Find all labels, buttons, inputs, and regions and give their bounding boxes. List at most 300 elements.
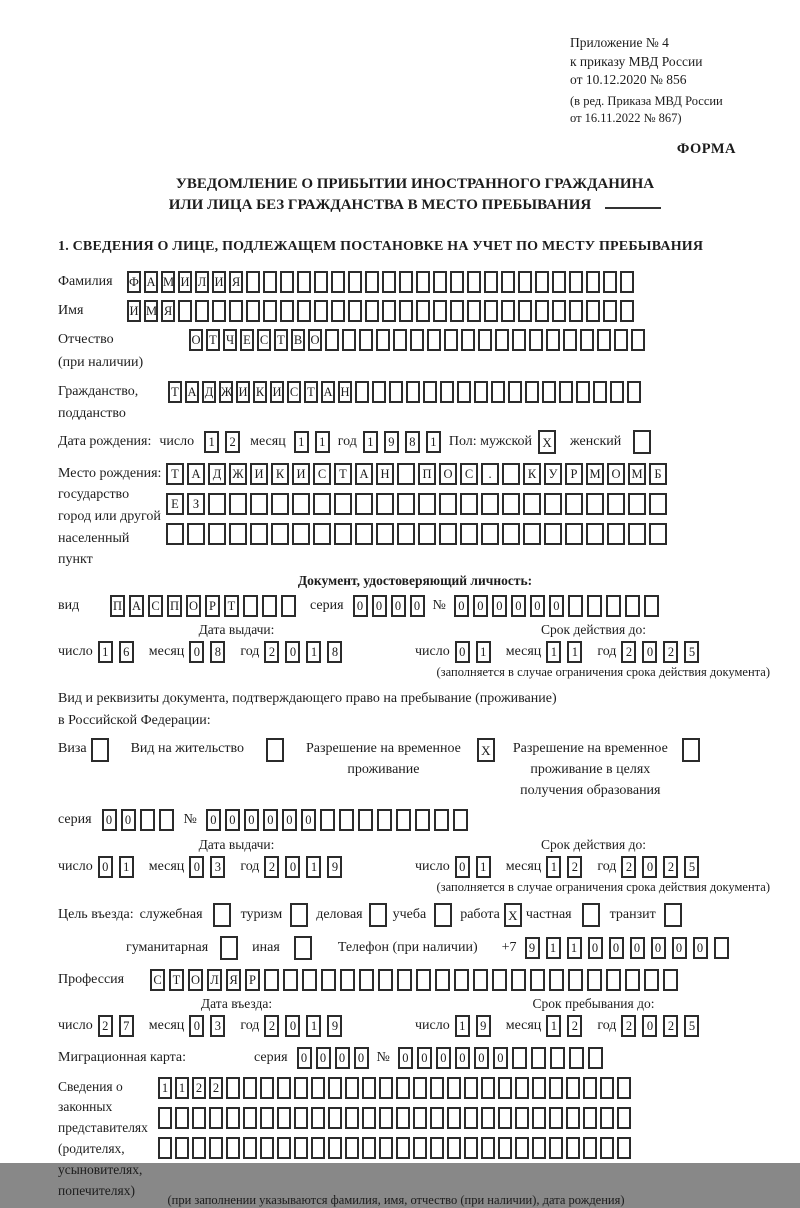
char-cell[interactable] <box>620 300 634 322</box>
char-cell[interactable]: 0 <box>511 595 526 617</box>
char-cell[interactable] <box>473 969 488 991</box>
char-cell[interactable] <box>355 493 373 515</box>
char-cell[interactable] <box>397 523 415 545</box>
char-cell[interactable]: Е <box>240 329 254 351</box>
char-cell[interactable] <box>552 300 566 322</box>
char-cell[interactable] <box>175 1137 189 1159</box>
char-cell[interactable] <box>229 300 243 322</box>
char-cell[interactable] <box>302 969 317 991</box>
char-cell[interactable] <box>565 493 583 515</box>
char-cell[interactable] <box>460 523 478 545</box>
char-cell[interactable]: И <box>212 271 226 293</box>
char-cell[interactable] <box>226 1077 240 1099</box>
char-cell[interactable] <box>331 271 345 293</box>
temp-residence-edu-checkbox[interactable] <box>682 738 700 762</box>
char-cell[interactable] <box>379 1077 393 1099</box>
permit-valid-month[interactable] <box>546 856 588 878</box>
char-cell[interactable] <box>396 1077 410 1099</box>
char-cell[interactable] <box>281 595 296 617</box>
char-cell[interactable]: П <box>110 595 125 617</box>
char-cell[interactable]: 1 <box>306 856 321 878</box>
char-cell[interactable] <box>600 1077 614 1099</box>
char-cell[interactable] <box>617 1077 631 1099</box>
char-cell[interactable]: 0 <box>189 641 204 663</box>
char-cell[interactable] <box>587 595 602 617</box>
representatives-cells-3[interactable] <box>158 1137 634 1159</box>
birthplace-cells-3[interactable] <box>166 523 670 545</box>
char-cell[interactable] <box>552 271 566 293</box>
char-cell[interactable] <box>413 1077 427 1099</box>
char-cell[interactable] <box>325 329 339 351</box>
char-cell[interactable] <box>569 300 583 322</box>
char-cell[interactable] <box>532 1077 546 1099</box>
char-cell[interactable] <box>663 969 678 991</box>
char-cell[interactable] <box>399 271 413 293</box>
char-cell[interactable]: 0 <box>588 937 603 959</box>
char-cell[interactable]: Р <box>245 969 260 991</box>
char-cell[interactable]: 0 <box>530 595 545 617</box>
char-cell[interactable] <box>260 1107 274 1129</box>
char-cell[interactable] <box>610 381 624 403</box>
char-cell[interactable] <box>311 1077 325 1099</box>
char-cell[interactable] <box>406 381 420 403</box>
purpose-humanitarian-checkbox[interactable] <box>220 936 238 960</box>
char-cell[interactable] <box>607 493 625 515</box>
char-cell[interactable] <box>260 1137 274 1159</box>
char-cell[interactable] <box>294 1107 308 1129</box>
char-cell[interactable]: 2 <box>621 1015 636 1037</box>
char-cell[interactable] <box>192 1137 206 1159</box>
char-cell[interactable]: О <box>188 969 203 991</box>
char-cell[interactable]: К <box>523 463 541 485</box>
char-cell[interactable]: И <box>236 381 250 403</box>
char-cell[interactable] <box>531 1047 546 1069</box>
char-cell[interactable]: 1 <box>158 1077 172 1099</box>
permit-issue-day[interactable] <box>98 856 140 878</box>
char-cell[interactable]: 0 <box>493 1047 508 1069</box>
char-cell[interactable] <box>474 381 488 403</box>
char-cell[interactable] <box>563 329 577 351</box>
firstname-cells[interactable] <box>127 300 637 322</box>
char-cell[interactable] <box>416 271 430 293</box>
char-cell[interactable]: К <box>253 381 267 403</box>
char-cell[interactable] <box>628 523 646 545</box>
char-cell[interactable]: 5 <box>684 1015 699 1037</box>
char-cell[interactable] <box>481 523 499 545</box>
char-cell[interactable] <box>492 969 507 991</box>
char-cell[interactable] <box>453 809 468 831</box>
char-cell[interactable] <box>631 329 645 351</box>
char-cell[interactable] <box>175 1107 189 1129</box>
char-cell[interactable]: 2 <box>264 856 279 878</box>
char-cell[interactable]: 0 <box>455 856 470 878</box>
char-cell[interactable] <box>467 300 481 322</box>
char-cell[interactable] <box>263 300 277 322</box>
char-cell[interactable]: 0 <box>189 856 204 878</box>
char-cell[interactable] <box>447 1077 461 1099</box>
temp-residence-checkbox[interactable]: X <box>477 738 495 762</box>
passport-issue-year[interactable] <box>264 641 348 663</box>
char-cell[interactable] <box>460 493 478 515</box>
phone-cells[interactable] <box>525 937 735 959</box>
char-cell[interactable]: Д <box>208 463 226 485</box>
char-cell[interactable] <box>294 1137 308 1159</box>
char-cell[interactable]: М <box>628 463 646 485</box>
char-cell[interactable]: С <box>313 463 331 485</box>
char-cell[interactable] <box>464 1077 478 1099</box>
char-cell[interactable] <box>501 300 515 322</box>
visa-checkbox[interactable] <box>91 738 109 762</box>
char-cell[interactable]: С <box>148 595 163 617</box>
char-cell[interactable]: Т <box>224 595 239 617</box>
char-cell[interactable] <box>345 1137 359 1159</box>
passport-issue-month[interactable] <box>189 641 231 663</box>
char-cell[interactable] <box>583 1137 597 1159</box>
char-cell[interactable] <box>498 1107 512 1129</box>
char-cell[interactable] <box>464 1107 478 1129</box>
char-cell[interactable] <box>328 1077 342 1099</box>
char-cell[interactable] <box>355 523 373 545</box>
char-cell[interactable] <box>410 329 424 351</box>
char-cell[interactable] <box>495 329 509 351</box>
char-cell[interactable] <box>159 809 174 831</box>
char-cell[interactable]: 9 <box>327 1015 342 1037</box>
char-cell[interactable] <box>454 969 469 991</box>
char-cell[interactable] <box>614 329 628 351</box>
char-cell[interactable]: 0 <box>285 641 300 663</box>
residence-permit-checkbox[interactable] <box>266 738 284 762</box>
char-cell[interactable]: 0 <box>372 595 387 617</box>
char-cell[interactable] <box>246 271 260 293</box>
birthplace-cells-2[interactable] <box>166 493 670 515</box>
passport-issue-day[interactable] <box>98 641 140 663</box>
char-cell[interactable]: С <box>287 381 301 403</box>
entry-month[interactable] <box>189 1015 231 1037</box>
char-cell[interactable] <box>649 523 667 545</box>
char-cell[interactable] <box>502 523 520 545</box>
char-cell[interactable] <box>525 381 539 403</box>
char-cell[interactable]: 6 <box>119 641 134 663</box>
char-cell[interactable] <box>292 523 310 545</box>
char-cell[interactable]: А <box>129 595 144 617</box>
char-cell[interactable] <box>339 809 354 831</box>
char-cell[interactable] <box>229 523 247 545</box>
char-cell[interactable] <box>620 271 634 293</box>
char-cell[interactable]: 0 <box>417 1047 432 1069</box>
char-cell[interactable]: 1 <box>567 641 582 663</box>
char-cell[interactable]: 2 <box>567 856 582 878</box>
char-cell[interactable] <box>565 523 583 545</box>
char-cell[interactable]: 0 <box>225 809 240 831</box>
char-cell[interactable] <box>328 1107 342 1129</box>
entry-year[interactable] <box>264 1015 348 1037</box>
char-cell[interactable]: 2 <box>98 1015 113 1037</box>
char-cell[interactable] <box>376 329 390 351</box>
char-cell[interactable] <box>372 381 386 403</box>
char-cell[interactable] <box>396 1137 410 1159</box>
char-cell[interactable]: О <box>186 595 201 617</box>
char-cell[interactable] <box>512 329 526 351</box>
char-cell[interactable] <box>559 381 573 403</box>
char-cell[interactable]: 0 <box>285 856 300 878</box>
char-cell[interactable] <box>377 809 392 831</box>
char-cell[interactable] <box>549 1077 563 1099</box>
char-cell[interactable] <box>518 271 532 293</box>
char-cell[interactable] <box>418 523 436 545</box>
char-cell[interactable]: 5 <box>684 641 699 663</box>
char-cell[interactable]: С <box>257 329 271 351</box>
char-cell[interactable]: С <box>150 969 165 991</box>
char-cell[interactable]: 0 <box>672 937 687 959</box>
char-cell[interactable] <box>365 300 379 322</box>
char-cell[interactable]: П <box>167 595 182 617</box>
char-cell[interactable] <box>271 523 289 545</box>
permit-issue-year[interactable] <box>264 856 348 878</box>
char-cell[interactable]: 0 <box>301 809 316 831</box>
char-cell[interactable]: А <box>185 381 199 403</box>
representatives-cells-2[interactable] <box>158 1107 634 1129</box>
char-cell[interactable] <box>263 271 277 293</box>
char-cell[interactable] <box>243 1077 257 1099</box>
char-cell[interactable]: 0 <box>316 1047 331 1069</box>
char-cell[interactable] <box>502 493 520 515</box>
char-cell[interactable] <box>586 493 604 515</box>
char-cell[interactable] <box>358 809 373 831</box>
char-cell[interactable] <box>362 1137 376 1159</box>
char-cell[interactable]: 0 <box>492 595 507 617</box>
char-cell[interactable] <box>440 381 454 403</box>
char-cell[interactable] <box>277 1077 291 1099</box>
char-cell[interactable]: 0 <box>98 856 113 878</box>
char-cell[interactable] <box>515 1077 529 1099</box>
char-cell[interactable]: 2 <box>621 856 636 878</box>
char-cell[interactable] <box>283 969 298 991</box>
char-cell[interactable] <box>587 969 602 991</box>
char-cell[interactable] <box>544 493 562 515</box>
char-cell[interactable]: Ф <box>127 271 141 293</box>
char-cell[interactable]: 0 <box>609 937 624 959</box>
permit-valid-day[interactable] <box>455 856 497 878</box>
char-cell[interactable]: 9 <box>327 856 342 878</box>
char-cell[interactable] <box>439 493 457 515</box>
char-cell[interactable]: 8 <box>210 641 225 663</box>
char-cell[interactable] <box>617 1137 631 1159</box>
char-cell[interactable] <box>569 271 583 293</box>
doc-type-cells[interactable] <box>110 595 300 617</box>
char-cell[interactable] <box>566 1137 580 1159</box>
char-cell[interactable]: Я <box>161 300 175 322</box>
char-cell[interactable] <box>532 1107 546 1129</box>
char-cell[interactable] <box>413 1107 427 1129</box>
char-cell[interactable] <box>617 1107 631 1129</box>
char-cell[interactable]: Т <box>304 381 318 403</box>
char-cell[interactable] <box>348 300 362 322</box>
char-cell[interactable] <box>550 1047 565 1069</box>
char-cell[interactable]: 8 <box>327 641 342 663</box>
char-cell[interactable]: 1 <box>98 641 113 663</box>
char-cell[interactable] <box>365 271 379 293</box>
char-cell[interactable]: 0 <box>455 641 470 663</box>
char-cell[interactable] <box>481 493 499 515</box>
char-cell[interactable] <box>439 523 457 545</box>
char-cell[interactable] <box>397 463 415 485</box>
char-cell[interactable] <box>328 1137 342 1159</box>
char-cell[interactable]: В <box>291 329 305 351</box>
char-cell[interactable]: М <box>161 271 175 293</box>
char-cell[interactable]: О <box>308 329 322 351</box>
doc-number-cells[interactable] <box>454 595 663 617</box>
char-cell[interactable]: А <box>355 463 373 485</box>
char-cell[interactable]: 0 <box>455 1047 470 1069</box>
char-cell[interactable] <box>362 1077 376 1099</box>
char-cell[interactable]: Т <box>168 381 182 403</box>
birthplace-cells-1[interactable] <box>166 463 670 485</box>
char-cell[interactable] <box>498 1077 512 1099</box>
char-cell[interactable] <box>447 1137 461 1159</box>
char-cell[interactable]: Т <box>334 463 352 485</box>
char-cell[interactable] <box>250 493 268 515</box>
char-cell[interactable]: А <box>187 463 205 485</box>
purpose-private-checkbox[interactable] <box>582 903 600 927</box>
char-cell[interactable]: 0 <box>642 856 657 878</box>
char-cell[interactable]: 1 <box>175 1077 189 1099</box>
char-cell[interactable]: 0 <box>651 937 666 959</box>
char-cell[interactable]: 0 <box>353 595 368 617</box>
migration-number-cells[interactable] <box>398 1047 607 1069</box>
char-cell[interactable] <box>311 1137 325 1159</box>
char-cell[interactable] <box>313 523 331 545</box>
char-cell[interactable] <box>566 1107 580 1129</box>
char-cell[interactable]: Т <box>274 329 288 351</box>
char-cell[interactable] <box>209 1107 223 1129</box>
char-cell[interactable] <box>229 493 247 515</box>
char-cell[interactable] <box>502 463 520 485</box>
char-cell[interactable] <box>389 381 403 403</box>
char-cell[interactable] <box>588 1047 603 1069</box>
char-cell[interactable] <box>376 493 394 515</box>
char-cell[interactable] <box>450 271 464 293</box>
char-cell[interactable]: 8 <box>405 431 420 453</box>
char-cell[interactable]: 2 <box>225 431 240 453</box>
char-cell[interactable] <box>464 1137 478 1159</box>
char-cell[interactable] <box>430 1077 444 1099</box>
char-cell[interactable] <box>535 271 549 293</box>
char-cell[interactable] <box>393 329 407 351</box>
char-cell[interactable] <box>518 300 532 322</box>
char-cell[interactable]: 0 <box>642 1015 657 1037</box>
char-cell[interactable]: К <box>271 463 289 485</box>
char-cell[interactable]: 0 <box>297 1047 312 1069</box>
char-cell[interactable] <box>376 523 394 545</box>
char-cell[interactable] <box>178 300 192 322</box>
char-cell[interactable] <box>246 300 260 322</box>
char-cell[interactable] <box>382 300 396 322</box>
char-cell[interactable] <box>530 969 545 991</box>
char-cell[interactable] <box>544 523 562 545</box>
char-cell[interactable]: Р <box>205 595 220 617</box>
char-cell[interactable]: Я <box>226 969 241 991</box>
char-cell[interactable] <box>243 595 258 617</box>
char-cell[interactable] <box>435 969 450 991</box>
char-cell[interactable] <box>250 523 268 545</box>
char-cell[interactable] <box>195 300 209 322</box>
char-cell[interactable] <box>603 271 617 293</box>
char-cell[interactable]: Н <box>376 463 394 485</box>
char-cell[interactable] <box>478 329 492 351</box>
char-cell[interactable]: 2 <box>663 856 678 878</box>
char-cell[interactable]: 1 <box>476 856 491 878</box>
char-cell[interactable] <box>714 937 729 959</box>
char-cell[interactable] <box>606 595 621 617</box>
char-cell[interactable] <box>297 300 311 322</box>
char-cell[interactable] <box>209 1137 223 1159</box>
char-cell[interactable] <box>607 523 625 545</box>
char-cell[interactable] <box>600 1137 614 1159</box>
char-cell[interactable] <box>415 809 430 831</box>
char-cell[interactable] <box>549 1137 563 1159</box>
char-cell[interactable]: И <box>127 300 141 322</box>
char-cell[interactable] <box>355 381 369 403</box>
patronymic-cells[interactable] <box>189 329 648 351</box>
char-cell[interactable] <box>627 381 641 403</box>
migration-seriya-cells[interactable] <box>297 1047 373 1069</box>
char-cell[interactable]: 0 <box>206 809 221 831</box>
permit-number-cells[interactable] <box>206 809 472 831</box>
char-cell[interactable]: И <box>270 381 284 403</box>
char-cell[interactable]: 0 <box>189 1015 204 1037</box>
surname-cells[interactable] <box>127 271 637 293</box>
char-cell[interactable] <box>600 1107 614 1129</box>
char-cell[interactable]: 1 <box>546 1015 561 1037</box>
char-cell[interactable] <box>345 1077 359 1099</box>
representatives-cells-1[interactable] <box>158 1077 634 1099</box>
char-cell[interactable] <box>277 1107 291 1129</box>
char-cell[interactable]: Б <box>649 463 667 485</box>
char-cell[interactable] <box>292 493 310 515</box>
char-cell[interactable] <box>348 271 362 293</box>
char-cell[interactable] <box>158 1137 172 1159</box>
char-cell[interactable] <box>413 1137 427 1159</box>
char-cell[interactable] <box>359 329 373 351</box>
char-cell[interactable] <box>314 271 328 293</box>
char-cell[interactable] <box>277 1137 291 1159</box>
char-cell[interactable]: 0 <box>121 809 136 831</box>
char-cell[interactable]: 2 <box>264 641 279 663</box>
char-cell[interactable] <box>430 1137 444 1159</box>
char-cell[interactable]: 1 <box>546 856 561 878</box>
char-cell[interactable]: И <box>292 463 310 485</box>
char-cell[interactable]: 2 <box>663 1015 678 1037</box>
char-cell[interactable]: 0 <box>693 937 708 959</box>
char-cell[interactable] <box>271 493 289 515</box>
char-cell[interactable] <box>569 1047 584 1069</box>
char-cell[interactable]: 9 <box>476 1015 491 1037</box>
purpose-other-checkbox[interactable] <box>294 936 312 960</box>
char-cell[interactable] <box>166 523 184 545</box>
char-cell[interactable]: 1 <box>426 431 441 453</box>
char-cell[interactable]: 1 <box>476 641 491 663</box>
char-cell[interactable]: 0 <box>282 809 297 831</box>
char-cell[interactable]: 0 <box>102 809 117 831</box>
purpose-business-trip-checkbox[interactable] <box>213 903 231 927</box>
char-cell[interactable] <box>396 809 411 831</box>
char-cell[interactable] <box>427 329 441 351</box>
char-cell[interactable]: Ч <box>223 329 237 351</box>
char-cell[interactable] <box>511 969 526 991</box>
doc-seriya-cells[interactable] <box>353 595 429 617</box>
char-cell[interactable] <box>311 1107 325 1129</box>
char-cell[interactable] <box>498 1137 512 1159</box>
